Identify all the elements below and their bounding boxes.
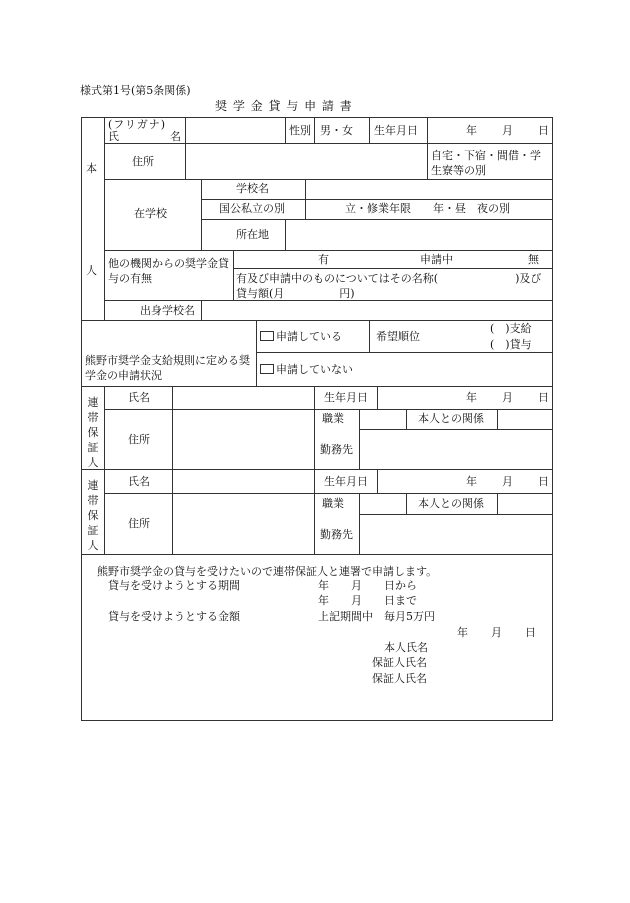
gender-options[interactable]: 男・女: [320, 124, 353, 137]
guarantor-1-birth-day: 日: [538, 391, 549, 404]
applicant-address-field[interactable]: [186, 144, 426, 178]
application-date-year: 年: [457, 626, 468, 639]
residence-type[interactable]: 自宅・下宿・間借・学生寮等の別: [431, 149, 541, 177]
alma-mater-field[interactable]: [202, 301, 551, 319]
loan-amount-value: 上記期間中 毎月5万円: [318, 610, 435, 623]
school-location-field[interactable]: [286, 220, 551, 249]
guarantor-2-occupation-label: 職業: [322, 497, 344, 510]
other-loans-pending[interactable]: 申請中: [420, 253, 453, 266]
declaration-statement: 熊野市奨学金の貸与を受けたいので連帯保証人と連署で申請します。: [97, 565, 438, 578]
guarantor-1-birth-month: 月: [502, 391, 513, 404]
guarantor-2-birth-label: 生年月日: [324, 475, 368, 488]
loan-amount-label: 貸与を受けようとする金額: [108, 610, 240, 623]
school-location-label: 所在地: [236, 228, 269, 241]
school-name-label: 学校名: [236, 182, 269, 195]
name-label-mei: 名: [170, 130, 181, 143]
applicant-signature-label: 本人氏名: [384, 641, 428, 654]
guarantor-1-name-label: 氏名: [128, 391, 150, 404]
section-label-applicant-bottom: 人: [86, 264, 97, 277]
guarantor-2-address-label: 住所: [128, 517, 150, 530]
guarantor-1-workplace-label: 勤務先: [320, 443, 353, 456]
guarantor-1-relation-label: 本人との関係: [418, 412, 484, 425]
name-label-shi: 氏: [108, 130, 119, 143]
loan-period-from[interactable]: 年 月 日から: [318, 579, 417, 592]
checkbox-icon: [260, 364, 274, 374]
alma-mater-label: 出身学校名: [140, 304, 195, 317]
other-loans-detail: 有及び申請中のものについてはその名称( )及び貸与額(月 円): [236, 272, 542, 300]
guarantor-1-section-label: 連帯保証人: [87, 396, 99, 469]
preference-grant[interactable]: ( )支給: [490, 322, 532, 335]
form-number: 様式第1号(第5条関係): [80, 84, 191, 97]
guarantor-2-name-label: 氏名: [128, 475, 150, 488]
other-loans-yes[interactable]: 有: [318, 253, 329, 266]
guarantor-2-relation-label: 本人との関係: [418, 497, 484, 510]
guarantor-2-workplace-label: 勤務先: [320, 528, 353, 541]
guarantor-1-signature-label: 保証人氏名: [372, 656, 427, 669]
scholarship-status-label: 熊野市奨学金支給規則に定める奨学金の申請状況: [85, 354, 250, 382]
preference-loan[interactable]: ( )貸与: [490, 338, 532, 351]
birth-day: 日: [538, 124, 549, 137]
application-date-day: 日: [525, 626, 536, 639]
school-type-label: 国公私立の別: [219, 202, 285, 215]
guarantor-2-section-label: 連帯保証人: [87, 479, 99, 552]
course-label[interactable]: 立・修業年限 年・昼 夜の別: [345, 202, 510, 215]
application-date-month: 月: [491, 626, 502, 639]
guarantor-2-birth-day: 日: [538, 475, 549, 488]
birth-year: 年: [466, 124, 477, 137]
guarantor-1-name-field[interactable]: [173, 387, 313, 408]
school-name-field[interactable]: [306, 180, 551, 198]
guarantor-1-birth-year: 年: [466, 391, 477, 404]
birth-month: 月: [502, 124, 513, 137]
loan-period-to[interactable]: 年 月 日まで: [318, 594, 417, 607]
form-title: 奨 学 金 貸 与 申 請 書: [215, 99, 353, 113]
guarantor-2-signature-label: 保証人氏名: [372, 672, 427, 685]
guarantor-2-birth-month: 月: [502, 475, 513, 488]
applying-checkbox[interactable]: 申請している: [260, 331, 342, 342]
applicant-name-field[interactable]: [186, 118, 284, 142]
not-applying-checkbox[interactable]: 申請していない: [260, 364, 353, 375]
furigana-label: (フリガナ): [108, 118, 167, 131]
guarantor-1-occupation-label: 職業: [322, 412, 344, 425]
guarantor-1-birth-label: 生年月日: [324, 391, 368, 404]
checkbox-icon: [260, 331, 274, 341]
address-label: 住所: [132, 155, 154, 168]
gender-label: 性別: [289, 124, 311, 137]
section-label-applicant-top: 本: [86, 162, 97, 175]
guarantor-2-address-field[interactable]: [173, 494, 313, 553]
loan-period-label: 貸与を受けようとする期間: [108, 579, 240, 592]
guarantor-2-birth-year: 年: [466, 475, 477, 488]
other-loans-no[interactable]: 無: [528, 253, 539, 266]
guarantor-1-address-field[interactable]: [173, 410, 313, 468]
birth-date-label: 生年月日: [374, 124, 418, 137]
preference-label: 希望順位: [376, 330, 420, 343]
guarantor-1-address-label: 住所: [128, 433, 150, 446]
school-label: 在学校: [134, 207, 167, 220]
guarantor-2-name-field[interactable]: [173, 470, 313, 492]
other-loans-label: 他の機関からの奨学金貸与の有無: [108, 257, 229, 285]
